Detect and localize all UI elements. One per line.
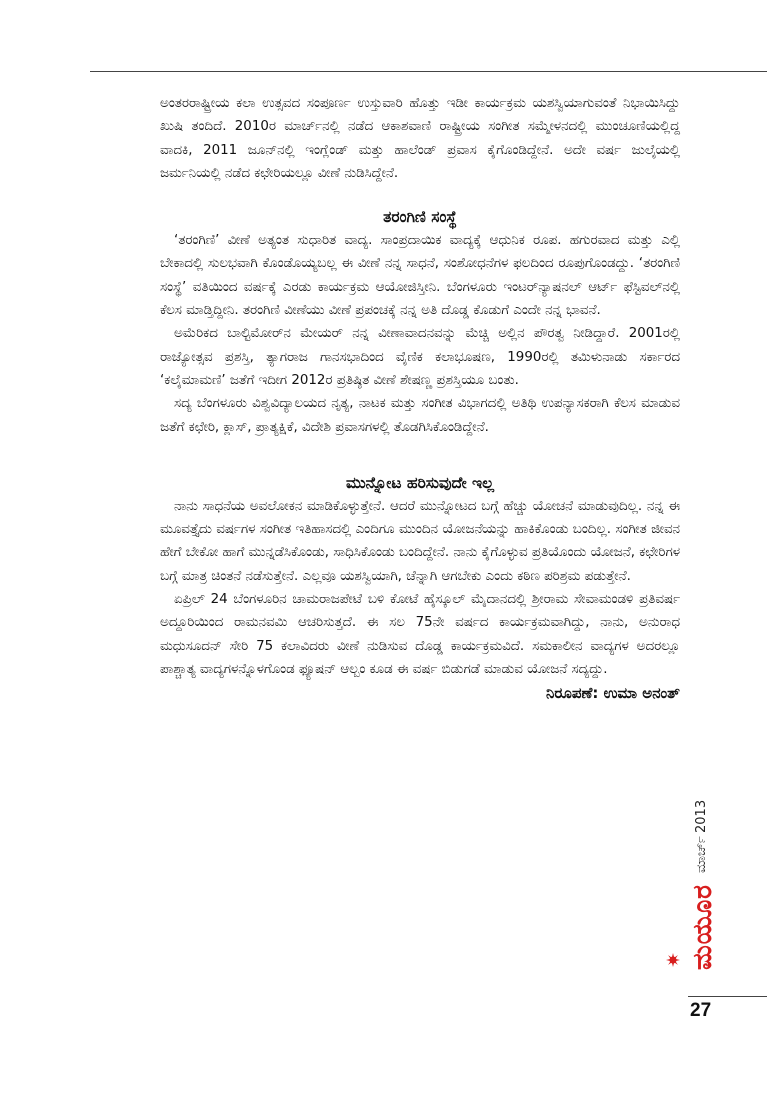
- top-rule: [90, 71, 767, 72]
- star-icon: [666, 953, 680, 967]
- section1-paragraph: ‘ತರಂಗಿಣಿ’ ವೀಣೆ ಅತ್ಯಂತ ಸುಧಾರಿತ ವಾದ್ಯ. ಸಾಂಪ್ರದಾಯಿಕ ವಾದ್ಯಕ್ಕೆ ಆಧುನಿಕ ರೂಪ. ಹಗುರವಾದ ಮತ್ತು ಎಲ್ಲಿ ಬೇಕಾದಲ್ಲಿ ಸುಲಭವಾಗಿ ಕೊಂಡೊಯ್ಯಬಲ್ಲ ಈ ವೀಣೆ ನನ್ನ ಸಾಧನೆ, ಸಂಶೋಧನೆಗಳ ಫಲದಿಂದ ರೂಪುಗೊಂಡದ್ದು. ‘ತರಂಗಿಣಿ ಸಂಸ್ಥೆ’ ವತಿಯಿಂದ ವರ್ಷಕ್ಕೆ ಎರಡು ಕಾರ್ಯಕ್ರಮ ಆಯೋಜಿಸ್ತೀನಿ. ಬೆಂಗಳೂರು ಇಂಟರ್‌ನ್ಯಾಷನಲ್ ಆರ್ಟ್ ಫೆಸ್ಟಿವಲ್‌ನಲ್ಲಿ ಕೆಲಸ ಮಾಡ್ತಿದ್ದೀನಿ. ತರಂಗಿಣಿ ವೀಣೆಯು ವೀಣೆ ಪ್ರಪಂಚಕ್ಕೆ ನನ್ನ ಅತಿ ದೊಡ್ಡ ಕೊಡುಗೆ ಎಂದೇ ನನ್ನ ಭಾವನೆ.: [160, 233, 680, 319]
- section-heading-tarangini: ತರಂಗಿಣಿ ಸಂಸ್ಥೆ: [383, 208, 457, 227]
- magazine-sidebar: [688, 785, 718, 990]
- section2-paragraph: ನಾನು ಸಾಧನೆಯ ಅವಲೋಕನ ಮಾಡಿಕೊಳ್ಳುತ್ತೇನೆ. ಆದರೆ ಮುನ್ನೋಟದ ಬಗ್ಗೆ ಹೆಚ್ಚು ಯೋಚನೆ ಮಾಡುವುದಿಲ್ಲ. ನನ್ನ ಈ ಮೂವತ್ತೈದು ವರ್ಷಗಳ ಸಂಗೀತ ಇತಿಹಾಸದಲ್ಲಿ ಎಂದಿಗೂ ಮುಂದಿನ ಯೋಜನೆಯನ್ನು ಹಾಕಿಕೊಂಡು ಬಂದಿಲ್ಲ. ಸಂಗೀತ ಜೀವನ ಹೇಗೆ ಬೇಕೋ ಹಾಗೆ ಮುನ್ನಡೆಸಿಕೊಂಡು, ಸಾಧಿಸಿಕೊಂಡು ಬಂದಿದ್ದೇನೆ. ನಾನು ಕೈಗೊಳ್ಳುವ ಪ್ರತಿಯೊಂದು ಯೋಜನೆ, ಕಛೇರಿಗಳ ಬಗ್ಗೆ ಮಾತ್ರ ಚಿಂತನೆ ನಡೆಸುತ್ತೇನೆ. ಎಲ್ಲವೂ ಯಶಸ್ವಿಯಾಗಿ, ಚೆನ್ನಾಗಿ ಆಗಬೇಕು ಎಂದು ಕಠಿಣ ಪರಿಶ್ರಮ ಪಡುತ್ತೇನೆ.: [160, 498, 680, 584]
- section-heading-munnota: ಮುನ್ನೋಟ ಹರಿಸುವುದೇ ಇಲ್ಲ: [345, 473, 495, 492]
- article-body: [160, 92, 680, 705]
- section1-paragraph: ಅಮೆರಿಕದ ಬಾಲ್ಟಿಮೋರ್‌ನ ಮೇಯರ್ ನನ್ನ ವೀಣಾವಾದನವನ್ನು ಮೆಚ್ಚಿ ಅಲ್ಲಿನ ಪೌರತ್ವ ನೀಡಿದ್ದಾರೆ. 2001ರಲ್ಲಿ ರಾಜ್ಯೋತ್ಸವ ಪ್ರಶಸ್ತಿ, ತ್ಯಾಗರಾಜ ಗಾನಸಭಾದಿಂದ ವೈಣಿಕ ಕಲಾಭೂಷಣ, 1990ರಲ್ಲಿ ತಮಿಳುನಾಡು ಸರ್ಕಾರದ ‘ಕಲೈಮಾಮಣಿ’ ಜತೆಗೆ ಇದೀಗ 2012ರ ಪ್ರತಿಷ್ಠಿತ ವೀಣೆ ಶೇಷಣ್ಣ ಪ್ರಶಸ್ತಿಯೂ ಬಂತು.: [160, 326, 680, 388]
- section1-paragraph: ಸದ್ಯ ಬೆಂಗಳೂರು ವಿಶ್ವವಿದ್ಯಾಲಯದ ನೃತ್ಯ, ನಾಟಕ ಮತ್ತು ಸಂಗೀತ ವಿಭಾಗದಲ್ಲಿ ಅತಿಥಿ ಉಪನ್ಯಾಸಕರಾಗಿ ಕೆಲಸ ಮಾಡುವ ಜತೆಗೆ ಕಛೇರಿ, ಕ್ಲಾಸ್, ಪ್ರಾತ್ಯಕ್ಷಿಕೆ, ವಿದೇಶಿ ಪ್ರವಾಸಗಳಲ್ಲಿ ತೊಡಗಿಸಿಕೊಂಡಿದ್ದೇನೆ.: [160, 396, 680, 435]
- section2-paragraph: ಏಪ್ರಿಲ್ 24 ಬೆಂಗಳೂರಿನ ಚಾಮರಾಜಪೇಟೆ ಬಳಿ ಕೋಟೆ ಹೈಸ್ಕೂಲ್ ಮೈದಾನದಲ್ಲಿ ಶ್ರೀರಾಮ ಸೇವಾಮಂಡಳಿ ಪ್ರತಿವರ್ಷ ಅದ್ದೂರಿಯಿಂದ ರಾಮನವಮಿ ಆಚರಿಸುತ್ತದೆ. ಈ ಸಲ 75ನೇ ವರ್ಷದ ಕಾರ್ಯಕ್ರಮವಾಗಿದ್ದು, ನಾನು, ಅನುರಾಧ ಮಧುಸೂದನ್ ಸೇರಿ 75 ಕಲಾವಿದರು ವೀಣೆ ನುಡಿಸುವ ದೊಡ್ಡ ಕಾರ್ಯಕ್ರಮವಿದೆ. ಸಮಕಾಲೀನ ವಾದ್ಯಗಳ ಅದರಲ್ಲೂ ಪಾಶ್ಚಾತ್ಯ ವಾದ್ಯಗಳನ್ನೊಳಗೊಂಡ ಫ್ಯೂಷನ್ ಆಲ್ಬಂ ಕೂಡ ಈ ವರ್ಷ ಬಿಡುಗಡೆ ಮಾಡುವ ಯೋಜನೆ ಸದ್ಯದ್ದು.: [160, 592, 680, 677]
- magazine-name: ಮಯೂರ: [688, 884, 718, 970]
- footer-rule: [688, 996, 767, 997]
- author-credit: ನಿರೂಪಣೆ: ಉಮಾ ಅನಂತ್: [546, 684, 680, 703]
- page-number: 27: [690, 1000, 712, 1021]
- issue-month: ಮಾರ್ಚ್: [694, 836, 709, 873]
- issue-year: 2013: [694, 799, 709, 833]
- intro-paragraph: ಅಂತರರಾಷ್ಟ್ರೀಯ ಕಲಾ ಉತ್ಸವದ ಸಂಪೂರ್ಣ ಉಸ್ತುವಾರಿ ಹೊತ್ತು ಇಡೀ ಕಾರ್ಯಕ್ರಮ ಯಶಸ್ವಿಯಾಗುವಂತೆ ನಿಭಾಯಿಸಿದ್ದು ಖುಷಿ ತಂದಿದೆ. 2010ರ ಮಾರ್ಚ್‌ನಲ್ಲಿ ನಡೆದ ಆಕಾಶವಾಣಿ ರಾಷ್ಟ್ರೀಯ ಸಂಗೀತ ಸಮ್ಮೇಳನದಲ್ಲಿ ಮುಂಚೂಣಿಯಲ್ಲಿದ್ದ ವಾದಕಿ, 2011 ಜೂನ್‌ನಲ್ಲಿ ಇಂಗ್ಲೆಂಡ್ ಮತ್ತು ಹಾಲೆಂಡ್ ಪ್ರವಾಸ ಕೈಗೊಂಡಿದ್ದೇನೆ. ಅದೇ ವರ್ಷ ಜುಲೈಯಲ್ಲಿ ಜರ್ಮನಿಯಲ್ಲಿ ನಡೆದ ಕಛೇರಿಯಲ್ಲೂ ವೀಣೆ ನುಡಿಸಿದ್ದೇನೆ.: [160, 96, 680, 181]
